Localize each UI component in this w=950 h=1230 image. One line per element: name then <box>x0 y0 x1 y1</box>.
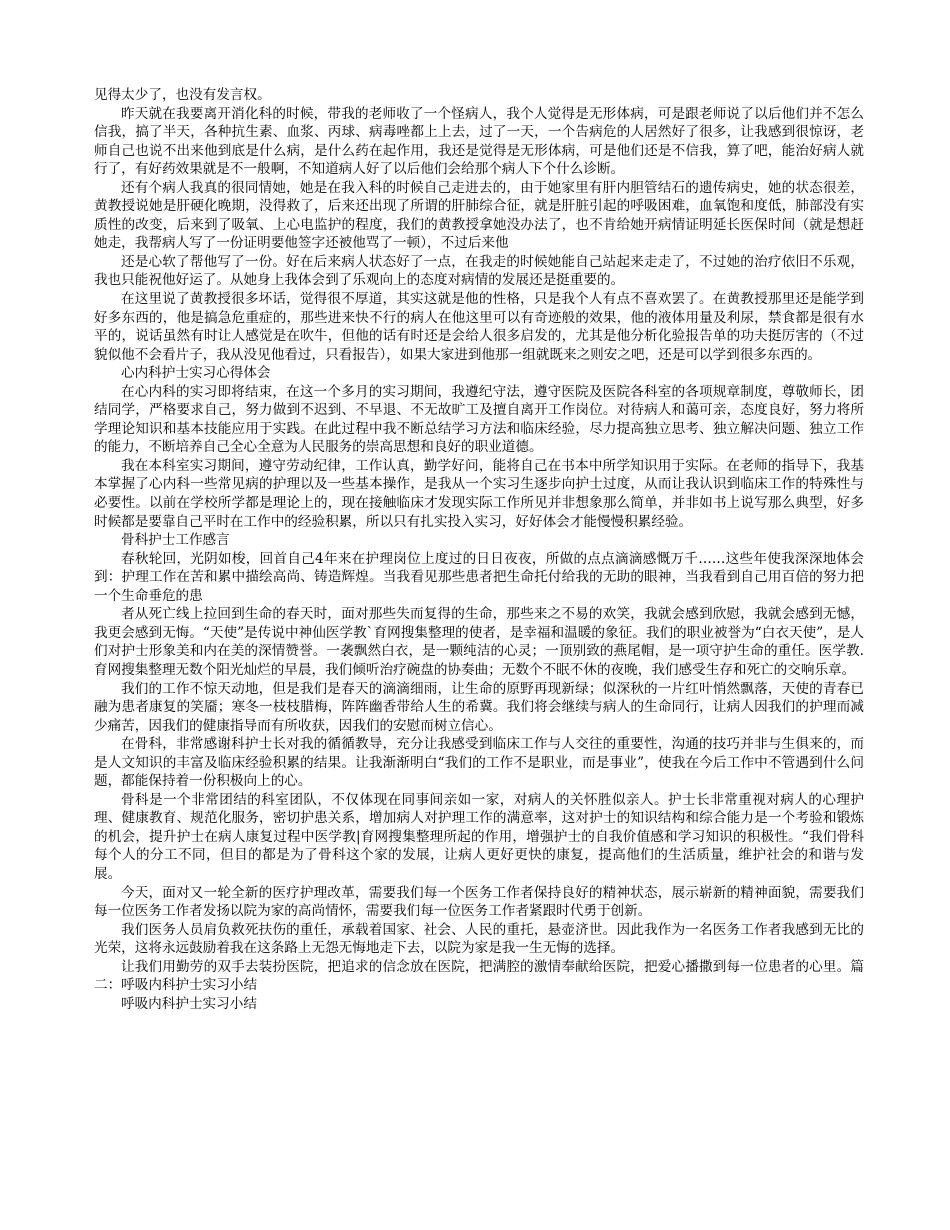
section-title-cardiology: 心内科护士实习心得体会 <box>121 365 271 382</box>
paragraph-four-years: 春秋轮回，光阴如梭，回首自己4年来在护理岗位上度过的日日夜夜，所做的点点滴滴感慨万千……这些年使我深深地体会到：护理工作在苦和累中描绘高尚、铸造辉煌。当我看见那些患者把生命托付给我的无助的眼神，当我看到自己用百倍的努力把一个生命垂危的患 <box>94 550 864 604</box>
paragraph-closing: 让我们用勤劳的双手去装扮医院，把追求的信念放在医院，把满腔的激情奉献给医院，把爱心播撒到每一位患者的心里。篇二：呼吸内科护士实习小结 <box>94 958 864 994</box>
paragraph-angel: 者从死亡线上拉回到生命的春天时，面对那些失而复得的生命，那些来之不易的欢笑，我就会感到欣慰，我就会感到无憾，我更会感到无悔。“天使”是传说中神仙医学教`育网搜集整理的使者，是幸福和温暖的象征。我们的职业被誉为“白衣天使”，是人们对护士形象美和内在美的深情赞誉。一袭飘然白衣，是一颗纯洁的心灵；一顶别致的燕尾帽，是一项守护生命的重任。医学教.育网搜集整理无数个阳光灿烂的早晨，我们倾听治疗碗盘的协奏曲；无数个不眠不休的夜晚，我们感受生存和死亡的交响乐章。 <box>94 606 864 678</box>
paragraph-spring-rain: 我们的工作不惊天动地，但是我们是春天的滴滴细雨，让生命的原野再现新绿；似深秋的一片红叶悄然飘落，天使的青春已融为患者康复的笑靥；寒冬一枝枝腊梅，阵阵幽香带给人生的希冀。我们将会继续与病人的生命同行，让病人因我们的护理而减少痛苦，因我们的健康指导而有所收获，因我们的安慰而树立信心。 <box>94 680 864 734</box>
paragraph-head-nurse: 在骨科，非常感谢科护士长对我的循循教导，充分让我感受到临床工作与人交往的重要性，沟通的技巧并非与生俱来的，而是人文知识的丰富及临床经验积累的结果。让我渐渐明白“我们的工作不是职业，而是事业”，使我在今后工作中不管遇到什么问题，都能保持着一份积极向上的心。 <box>94 736 864 790</box>
paragraph-cardiology-internship: 在心内科的实习即将结束，在这一个多月的实习期间，我遵纪守法，遵守医院及医院各科室的各项规章制度，尊敬师长，团结同学，严格要求自己，努力做到不迟到、不早退、不无故旷工及擅自离开工作岗位。对待病人和蔼可亲，态度良好，努力将所学理论知识和基本技能应用于实践。在此过程中我不断总结学习方法和临床经验，尽力提高独立思考、独立解决问题、独立工作的能力，不断培养自己全心全意为人民服务的崇高思想和良好的职业道德。 <box>94 383 864 456</box>
paragraph-professor-huang: 在这里说了黄教授很多坏话，觉得很不厚道，其实这就是他的性格，只是我个人有点不喜欢罢了。在黄教授那里还是能学到好多东西的，他是搞急危重症的，那些进来快不行的病人在他这里可以有奇迹般的效果，他的液体用量及利尿，禁食都是很有水平的，说话虽然有时让人感觉是在吹牛，但他的话有时还是会给人很多启发的，尤其是他分析化验报告单的功夫挺厉害的（不过貌似他不会看片子，我从没见他看过，只看报告），如果大家进到他那一组就既来之则安之吧，还是可以学到很多东西的。 <box>94 291 864 363</box>
paragraph-soft-hearted: 还是心软了帮他写了一份。好在后来病人状态好了一点，在我走的时候她能自己站起来走走了，不过她的治疗依旧不乐观，我也只能祝他好运了。从她身上我体会到了乐观向上的态度对病情的发展还是挺重要的。 <box>94 253 864 289</box>
paragraph-sympathy-patient: 还有个病人我真的很同情她，她是在我入科的时候自己走进去的，由于她家里有肝内胆管结石的遗传病史，她的状态很差，黄教授说她是肝硬化晚期，没得救了，后来还出现了所谓的肝肺综合征，就是肝脏引起的呼吸困难，血氧饱和度低，肺部没有实质性的改变，后来到了吸氧、上心电监护的程度，我们的黄教授拿她没办法了，也不肯给她开病情证明延长医保时间（就是想赶她走，我帮病人写了一份证明要他签字还被他骂了一顿），不过后来他 <box>94 179 864 252</box>
section-title-respiratory: 呼吸内科护士实习小结 <box>121 995 257 1012</box>
paragraph-responsibility: 我们医务人员肩负救死扶伤的重任，承载着国家、社会、人民的重托，悬壶济世。因此我作为一名医务工作者我感到无比的光荣，这将永远鼓励着我在这条路上无怨无悔地走下去，以院为家是我一生无悔的选择。 <box>94 921 864 957</box>
document-body <box>94 86 864 1013</box>
section-title-orthopedics: 骨科护士工作感言 <box>121 532 230 549</box>
paragraph-continuation: 见得太少了，也没有发言权。 <box>94 87 271 103</box>
paragraph-team: 骨科是一个非常团结的科室团队，不仅体现在同事间亲如一家，对病人的关怀胜似亲人。护士长非常重视对病人的心理护理、健康教育、规范化服务，密切护患关系，增加病人对护理工作的满意率，这对护士的知识结构和综合能力是一个考验和锻炼的机会，提升护士在病人康复过程中医学教|育网搜集整理所起的作用，增强护士的自我价值感和学习知识的积极性。“我们骨科每个人的分工不同，但目的都是为了骨科这个家的发展，让病人更好更快的康复，提高他们的生活质量，维护社会的和谐与发展。 <box>94 791 864 882</box>
paragraph-reform: 今天，面对又一轮全新的医疗护理改革，需要我们每一个医务工作者保持良好的精神状态，展示崭新的精神面貌，需要我们每一位医务工作者发扬以院为家的高尚情怀，需要我们每一位医务工作者紧跟时代勇于创新。 <box>94 884 864 920</box>
paragraph-cardiology-learning: 我在本科室实习期间，遵守劳动纪律，工作认真，勤学好问，能将自己在书本中所学知识用于实际。在老师的指导下，我基本掌握了心内科一些常见病的护理以及一些基本操作，是我从一个实习生逐步向护士过度，从而让我认识到临床工作的特殊性与必要性。以前在学校所学都是理论上的，现在接触临床才发现实际工作所见并非想象那么简单，并非如书上说写那么典型，好多时候都是要靠自己平时在工作中的经验积累，所以只有扎实投入实习，好好体会才能慢慢积累经验。 <box>94 457 864 530</box>
paragraph-strange-patient: 昨天就在我要离开消化科的时候，带我的老师收了一个怪病人，我个人觉得是无形体病，可是跟老师说了以后他们并不怎么信我，搞了半天，各种抗生素、血浆、丙球、病毒唑都上上去，过了一天，一个告病危的人居然好了很多，让我感到很惊讶，老师自己也说不出来他到底是什么病，是什么药在起作用，我还是觉得是无形体病，可是他们还是不信我，算了吧，能治好病人就行了，有好药效果就是不一般啊，不知道病人好了以后他们会给那个病人下个什么诊断。 <box>94 105 864 178</box>
